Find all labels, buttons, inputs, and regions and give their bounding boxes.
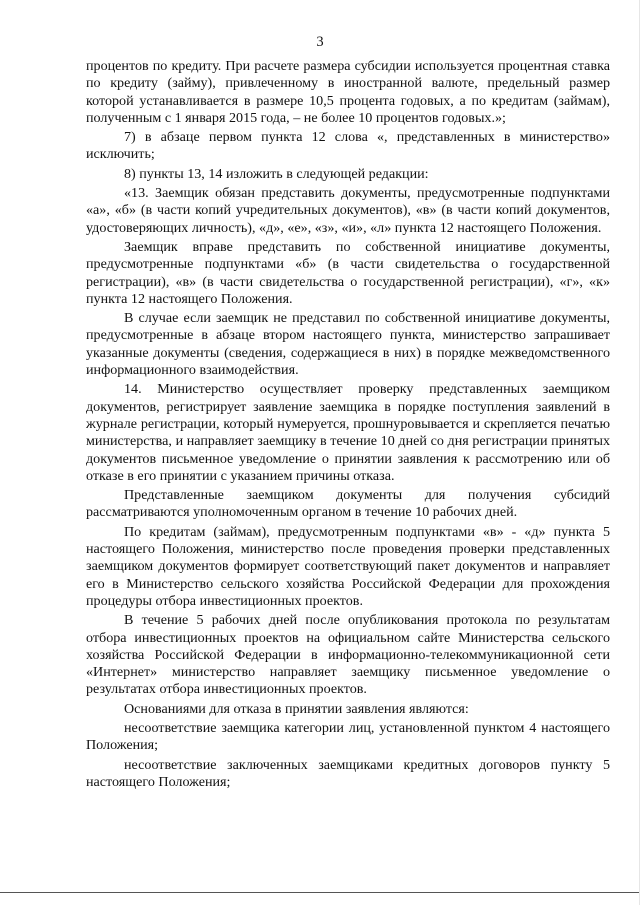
paragraph-7: 14. Министерство осуществляет проверку представленных заемщиком документов, регистрирует заявление заемщика в порядке поступления заявлений в журнале регистрации, который нумеруется, прошнуровывается и скрепляется печатью министерства, и направляет заемщику в течение 10 дней со дня регистрации принятых документов письменное уведомление о принятии заявления к рассмотрению или об отказе в его принятии с указанием причины отказа. [86,381,610,484]
page-number: 3 [316,34,324,50]
paragraph-12: несоответствие заемщика категории лиц, установленной пунктом 4 настоящего Положения; [86,719,610,754]
paragraph-5: Заемщик вправе представить по собственной инициативе документы, предусмотренные подпунктами «б» (в части свидетельства о государственной регистрации), «в» (в части свидетельства о государственной регистрации), «г», «к» пункта 12 настоящего Положения. [86,238,610,307]
paragraph-6: В случае если заемщик не представил по собственной инициативе документы, предусмотренные в абзаце втором настоящего пункта, министерство запрашивает указанные документы (сведения, содержащиеся в них) в порядке межведомственного информационного взаимодействия. [86,310,610,379]
paragraph-2: 7) в абзаце первом пункта 12 слова «, представленных в министерство» исключить; [86,129,610,163]
document-body [86,58,610,793]
paragraph-10: В течение 5 рабочих дней после опубликования протокола по результатам отбора инвестиционных проектов на официальном сайте Министерства сельского хозяйства Российской Федерации в информационно-телекоммуникационной сети «Интернет» министерство направляет заемщику письменное уведомление о результатах отбора инвестиционных проектов. [86,612,610,698]
paragraph-3: 8) пункты 13, 14 изложить в следующей редакции: [124,165,429,182]
scan-bottom-edge [0,892,640,893]
paragraph-1: процентов по кредиту. При расчете размера субсидии используется процентная ставка по кредиту (займу), привлеченному в иностранной валюте, предельный размер которой устанавливается в размере 10,5 процента годовых, а по кредитам (займам), полученным с 1 января 2015 года, – не более 10 процентов годовых.»; [86,58,610,126]
paragraph-8: Представленные заемщиком документы для получения субсидий рассматриваются уполномоченным органом в течение 10 рабочих дней. [86,487,610,521]
paragraph-9: По кредитам (займам), предусмотренным подпунктами «в» - «д» пункта 5 настоящего Положения, министерство после проведения проверки представленных заемщиком документов формирует соответствующий пакет документов и направляет его в Министерство сельского хозяйства Российской Федерации для прохождения процедуры отбора инвестиционных проектов. [86,523,610,609]
paragraph-4: «13. Заемщик обязан представить документы, предусмотренные подпунктами «а», «б» (в части копий учредительных документов), «в» (в части копий документов, удостоверяющих личность), «д», «е», «з», «и», «л» пункта 12 настоящего Положения. [86,185,610,236]
paragraph-11: Основаниями для отказа в принятии заявления являются: [124,700,469,717]
paragraph-13: несоответствие заключенных заемщиками кредитных договоров пункту 5 настоящего Положения; [86,756,610,790]
